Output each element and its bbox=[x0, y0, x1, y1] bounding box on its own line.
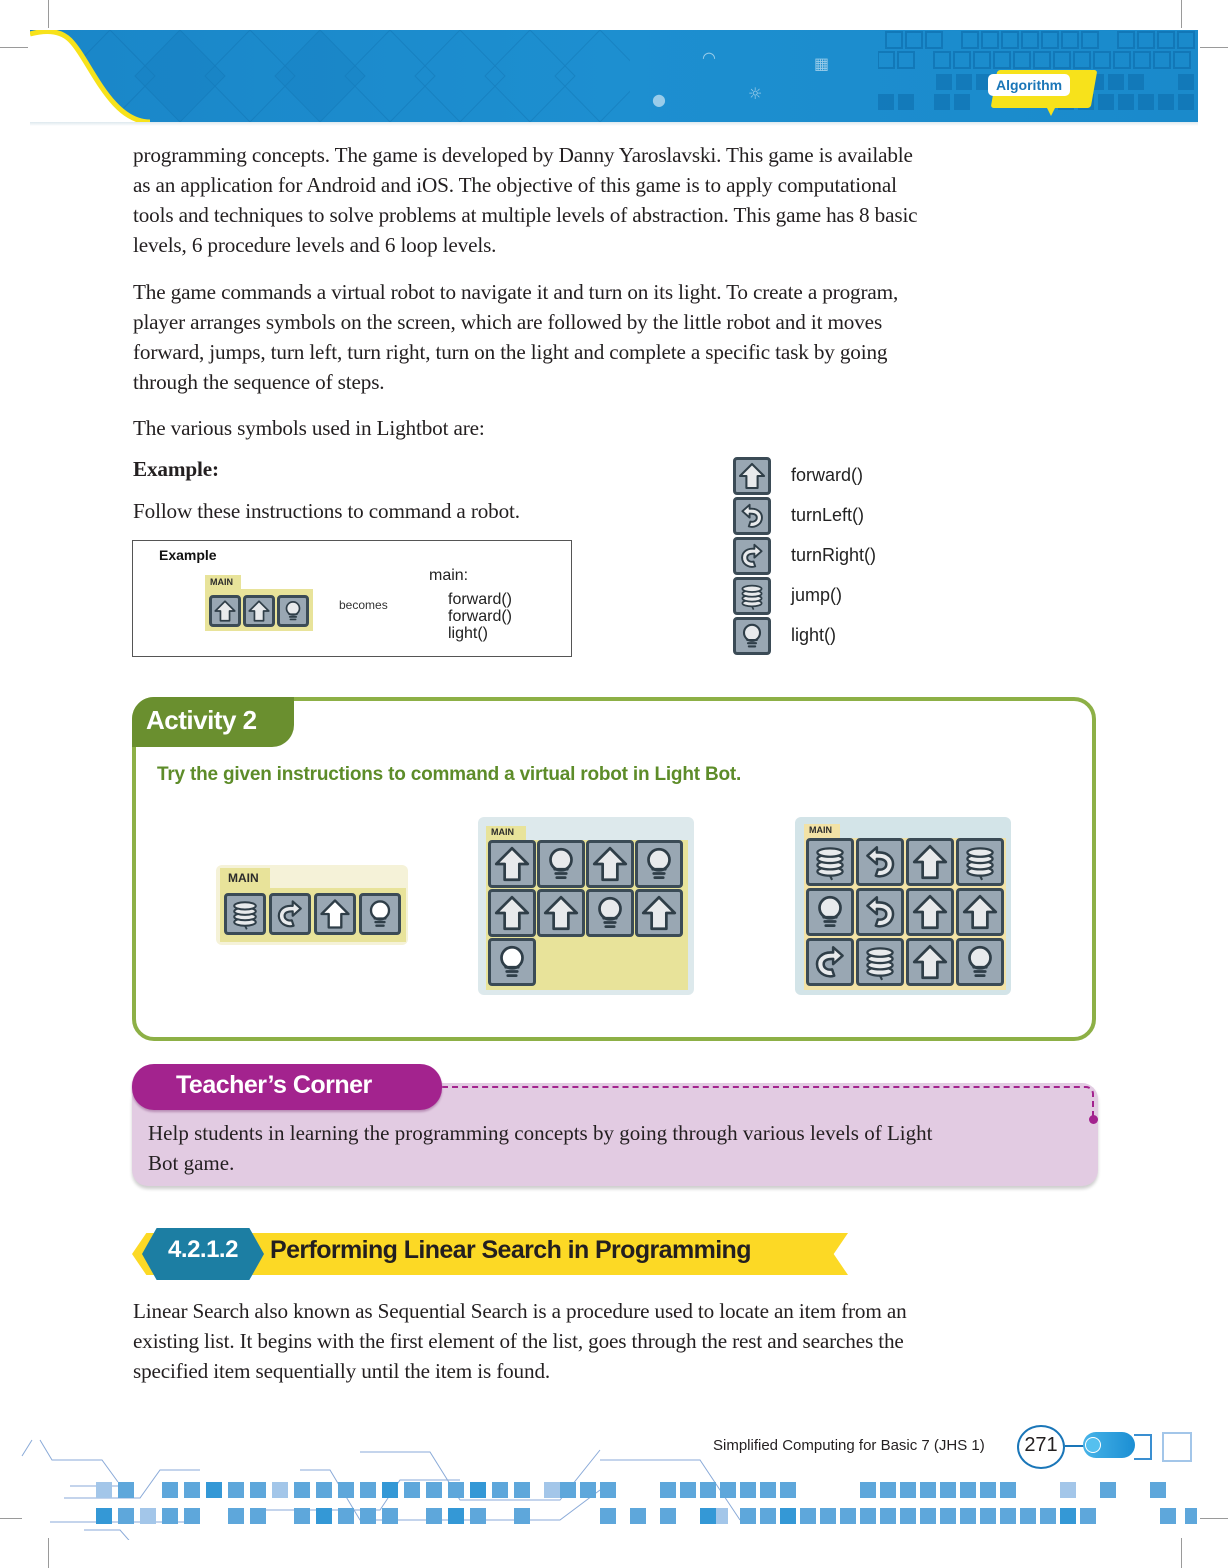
text-line: levels, 6 procedure levels and 6 loop levels. bbox=[133, 233, 497, 257]
section-paragraph bbox=[133, 1296, 1093, 1386]
main-panel-tab bbox=[486, 826, 526, 840]
book-title: Simplified Computing for Basic 7 (JHS 1) bbox=[713, 1437, 985, 1454]
forward-icon bbox=[635, 889, 683, 937]
intro-paragraph-1 bbox=[133, 140, 1093, 260]
crop-mark bbox=[48, 1538, 49, 1568]
mouse-button-icon bbox=[1085, 1437, 1101, 1453]
section-tag-label: Algorithm bbox=[988, 74, 1070, 96]
square-decoration bbox=[1162, 1432, 1192, 1462]
symbol-label: forward() bbox=[791, 465, 864, 485]
crop-mark bbox=[1181, 0, 1182, 28]
main-panel-tab bbox=[220, 868, 270, 888]
forward-icon bbox=[586, 840, 634, 888]
text-line: as an application for Android and iOS. The objective of this game is to apply computational bbox=[133, 173, 897, 197]
teachers-corner-text bbox=[148, 1118, 1078, 1178]
symbol-jump bbox=[733, 577, 933, 615]
turn-right-icon bbox=[269, 893, 311, 935]
forward-icon bbox=[314, 893, 356, 935]
light-icon bbox=[488, 938, 536, 986]
light-icon bbox=[635, 840, 683, 888]
text-line: The game commands a virtual robot to navigate it and turn on its light. To create a program, bbox=[133, 280, 899, 304]
main-panel-tab bbox=[804, 824, 840, 838]
text-line: existing list. It begins with the first element of the list, goes through the rest and searches the bbox=[133, 1329, 904, 1353]
crop-mark bbox=[1200, 47, 1228, 48]
section-tag bbox=[984, 68, 1100, 118]
light-icon bbox=[359, 893, 401, 935]
jump-icon bbox=[224, 893, 266, 935]
symbol-light bbox=[733, 617, 933, 655]
teachers-corner-title: Teacher’s Corner bbox=[176, 1071, 372, 1099]
turn-left-icon bbox=[856, 838, 904, 886]
text-line: specified item sequentially until the item is found. bbox=[133, 1359, 551, 1383]
light-icon bbox=[806, 888, 854, 936]
symbols-intro: The various symbols used in Lightbot are: bbox=[133, 416, 485, 440]
crop-mark bbox=[0, 47, 28, 48]
text-line: tools and techniques to solve problems at multiple levels of abstraction. This game has 8 basic bbox=[133, 203, 918, 227]
dashed-connector bbox=[442, 1086, 1094, 1120]
symbol-label: jump() bbox=[791, 585, 843, 605]
lightbulb-icon: ☼ bbox=[748, 84, 763, 103]
forward-icon bbox=[243, 595, 275, 627]
turn-right-icon bbox=[806, 938, 854, 986]
main-panel-label: MAIN bbox=[809, 825, 832, 835]
activity-instruction: Try the given instructions to command a virtual robot in Light Bot. bbox=[157, 764, 742, 785]
teachers-corner-tab bbox=[132, 1064, 442, 1110]
bracket-decoration bbox=[1134, 1434, 1152, 1460]
activity-tab bbox=[132, 697, 294, 747]
symbol-turn-left bbox=[733, 497, 933, 535]
forward-icon bbox=[733, 457, 771, 495]
forward-icon bbox=[209, 595, 241, 627]
forward-icon bbox=[906, 888, 954, 936]
forward-icon bbox=[906, 938, 954, 986]
tag-bubble-tail bbox=[1044, 102, 1058, 116]
light-icon bbox=[586, 889, 634, 937]
text-line: player arranges symbols on the screen, which are followed by the little robot and it moves bbox=[133, 310, 883, 334]
becomes-label: becomes bbox=[339, 598, 388, 612]
example-box-title: Example bbox=[159, 547, 217, 563]
jump-icon bbox=[806, 838, 854, 886]
forward-icon bbox=[956, 888, 1004, 936]
crop-mark bbox=[48, 0, 49, 28]
text-line: Linear Search also known as Sequential Search is a procedure used to locate an item from an bbox=[133, 1299, 907, 1323]
forward-icon bbox=[488, 840, 536, 888]
yellow-wave bbox=[30, 30, 150, 122]
globe-icon: ● bbox=[652, 90, 666, 109]
text-line: Help students in learning the programming concepts by going through various levels of Light bbox=[148, 1121, 933, 1145]
symbol-label: light() bbox=[791, 625, 837, 645]
symbol-forward bbox=[733, 457, 933, 495]
connector-line bbox=[1065, 1445, 1085, 1447]
light-icon bbox=[277, 595, 309, 627]
forward-icon bbox=[537, 889, 585, 937]
intro-paragraph-2 bbox=[133, 277, 1093, 397]
crop-mark bbox=[1181, 1538, 1182, 1568]
text-line: through the sequence of steps. bbox=[133, 370, 385, 394]
turn-right-icon bbox=[733, 537, 771, 575]
text-line: programming concepts. The game is developed by Danny Yaroslavski. This game is available bbox=[133, 143, 913, 167]
main-panel-label: MAIN bbox=[228, 871, 259, 885]
main-panel-label: MAIN bbox=[491, 827, 514, 837]
activity-title: Activity 2 bbox=[146, 705, 257, 735]
calculator-icon: ▦ bbox=[814, 54, 830, 73]
symbol-label: turnRight() bbox=[791, 545, 877, 565]
example-text: Follow these instructions to command a robot. bbox=[133, 499, 520, 523]
banner-shadow bbox=[30, 122, 1198, 126]
symbol-turn-right bbox=[733, 537, 933, 575]
text-line: forward, jumps, turn left, turn right, turn on the light and complete a specific task by going bbox=[133, 340, 888, 364]
forward-icon bbox=[488, 889, 536, 937]
code-header: main: bbox=[429, 567, 469, 584]
connector-dot bbox=[1089, 1115, 1098, 1124]
symbol-label: turnLeft() bbox=[791, 505, 865, 525]
wifi-icon: ◠ bbox=[702, 48, 716, 67]
turn-left-icon bbox=[733, 497, 771, 535]
section-number: 4.2.1.2 bbox=[168, 1236, 238, 1263]
jump-icon bbox=[856, 938, 904, 986]
main-panel-label: MAIN bbox=[210, 577, 233, 587]
code-line: light() bbox=[448, 625, 489, 642]
light-icon bbox=[956, 938, 1004, 986]
code-lines bbox=[448, 591, 512, 642]
turn-left-icon bbox=[856, 888, 904, 936]
page-number: 271 bbox=[1024, 1434, 1058, 1456]
diamond-pattern bbox=[70, 30, 630, 122]
forward-icon bbox=[906, 838, 954, 886]
section-title: Performing Linear Search in Programming bbox=[270, 1236, 751, 1264]
code-line: forward() bbox=[448, 591, 513, 608]
example-heading: Example: bbox=[133, 457, 219, 481]
example-box bbox=[132, 540, 572, 657]
light-icon bbox=[537, 840, 585, 888]
code-line: forward() bbox=[448, 608, 513, 625]
main-panel-tab bbox=[205, 575, 241, 589]
light-icon bbox=[733, 617, 771, 655]
jump-icon bbox=[956, 838, 1004, 886]
jump-icon bbox=[733, 577, 771, 615]
text-line: Bot game. bbox=[148, 1151, 235, 1175]
